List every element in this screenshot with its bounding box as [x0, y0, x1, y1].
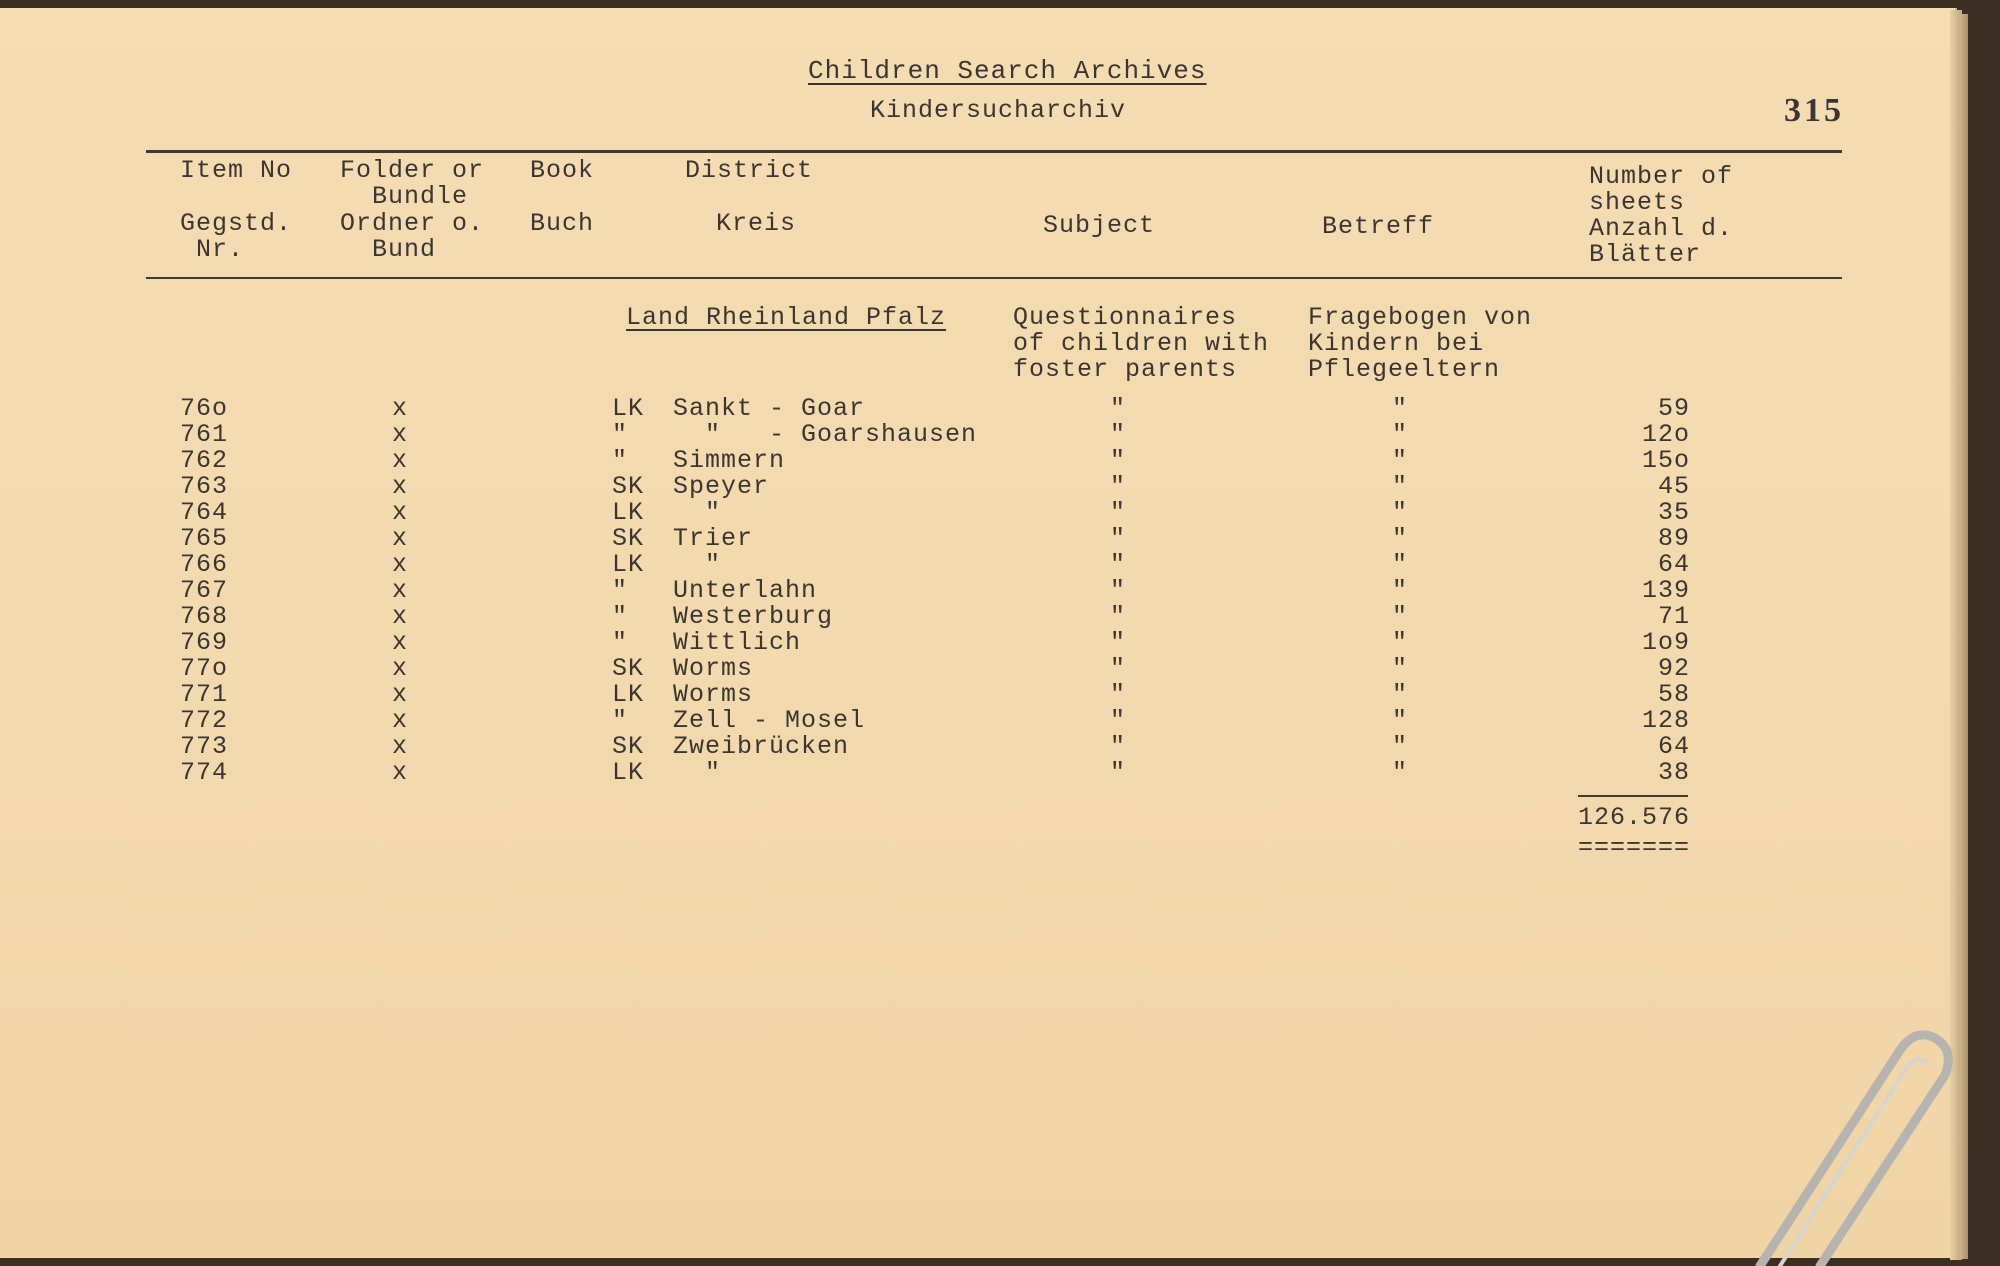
cell-item: 762	[180, 446, 229, 475]
cell-subject: "	[1110, 420, 1127, 449]
total-rule	[1578, 795, 1688, 797]
cell-sheets: 38	[1657, 758, 1690, 787]
cell-district: Trier	[673, 524, 754, 553]
cell-book: "	[612, 628, 629, 657]
cell-district: Wittlich	[673, 628, 802, 657]
cell-book: LK	[612, 758, 645, 787]
cell-book: "	[612, 576, 629, 605]
cell-betreff: "	[1392, 394, 1409, 423]
cell-folder: x	[392, 628, 409, 657]
cell-betreff: "	[1392, 706, 1409, 735]
header-top-rule	[146, 150, 1842, 153]
col-book-de: Buch	[530, 209, 595, 238]
section-region: Land Rheinland Pfalz	[626, 303, 947, 332]
cell-item: 772	[180, 706, 229, 735]
cell-folder: x	[392, 420, 409, 449]
col-book-en: Book	[530, 156, 595, 185]
section-subject: Questionnaires of children with foster parents	[1013, 303, 1270, 384]
cell-subject: "	[1110, 394, 1127, 423]
cell-betreff: "	[1392, 680, 1409, 709]
cell-betreff: "	[1392, 550, 1409, 579]
cell-subject: "	[1110, 732, 1127, 761]
cell-subject: "	[1110, 498, 1127, 527]
cell-sheets: 15o	[1641, 446, 1690, 475]
cell-book: SK	[612, 524, 645, 553]
cell-subject: "	[1110, 758, 1127, 787]
cell-folder: x	[392, 706, 409, 735]
cell-sheets: 128	[1641, 706, 1690, 735]
cell-item: 765	[180, 524, 229, 553]
cell-item: 763	[180, 472, 229, 501]
cell-book: SK	[612, 732, 645, 761]
col-sheets: Number of sheets Anzahl d. Blätter	[1589, 162, 1734, 269]
cell-book: "	[612, 420, 629, 449]
cell-district: "	[673, 758, 722, 787]
cell-item: 761	[180, 420, 229, 449]
cell-sheets: 1o9	[1641, 628, 1690, 657]
cell-folder: x	[392, 654, 409, 683]
cell-betreff: "	[1392, 732, 1409, 761]
cell-item: 768	[180, 602, 229, 631]
cell-folder: x	[392, 446, 409, 475]
cell-folder: x	[392, 680, 409, 709]
cell-subject: "	[1110, 680, 1127, 709]
cell-sheets: 35	[1657, 498, 1690, 527]
cell-book: LK	[612, 680, 645, 709]
cell-item: 766	[180, 550, 229, 579]
cell-sheets: 92	[1657, 654, 1690, 683]
cell-district: Worms	[673, 654, 754, 683]
cell-item: 764	[180, 498, 229, 527]
cell-item: 767	[180, 576, 229, 605]
cell-district: Speyer	[673, 472, 770, 501]
cell-betreff: "	[1392, 602, 1409, 631]
cell-district: Worms	[673, 680, 754, 709]
cell-subject: "	[1110, 602, 1127, 631]
cell-district: Unterlahn	[673, 576, 818, 605]
cell-subject: "	[1110, 446, 1127, 475]
cell-book: "	[612, 706, 629, 735]
cell-district: Simmern	[673, 446, 786, 475]
cell-betreff: "	[1392, 758, 1409, 787]
col-folder-en: Folder or Bundle	[340, 156, 485, 211]
document-title: Children Search Archives	[808, 56, 1207, 86]
col-item-de: Gegstd. Nr.	[180, 209, 293, 264]
col-betreff: Betreff	[1322, 212, 1435, 241]
cell-sheets: 45	[1657, 472, 1690, 501]
cell-district: Sankt - Goar	[673, 394, 866, 423]
total-double-underline: =======	[1578, 833, 1691, 862]
cell-district: "	[673, 498, 722, 527]
cell-district: "	[673, 550, 722, 579]
cell-subject: "	[1110, 654, 1127, 683]
cell-subject: "	[1110, 550, 1127, 579]
cell-folder: x	[392, 602, 409, 631]
cell-book: "	[612, 446, 629, 475]
cell-folder: x	[392, 576, 409, 605]
cell-book: "	[612, 602, 629, 631]
col-item-en: Item No	[180, 156, 293, 185]
cell-sheets: 12o	[1641, 420, 1690, 449]
cell-item: 769	[180, 628, 229, 657]
cell-folder: x	[392, 732, 409, 761]
cell-district: Westerburg	[673, 602, 834, 631]
cell-book: SK	[612, 472, 645, 501]
page-number: 315	[1784, 92, 1844, 129]
cell-item: 771	[180, 680, 229, 709]
page-stack-edge	[1960, 14, 1968, 1259]
cell-book: LK	[612, 498, 645, 527]
cell-subject: "	[1110, 472, 1127, 501]
cell-item: 773	[180, 732, 229, 761]
cell-folder: x	[392, 472, 409, 501]
cell-betreff: "	[1392, 654, 1409, 683]
cell-subject: "	[1110, 628, 1127, 657]
cell-item: 76o	[180, 394, 229, 423]
cell-subject: "	[1110, 576, 1127, 605]
cell-sheets: 139	[1641, 576, 1690, 605]
document-subtitle: Kindersucharchiv	[870, 96, 1127, 125]
cell-sheets: 89	[1657, 524, 1690, 553]
col-district-de: Kreis	[716, 209, 797, 238]
cell-sheets: 59	[1657, 394, 1690, 423]
cell-book: LK	[612, 550, 645, 579]
col-folder-de: Ordner o. Bund	[340, 209, 485, 264]
cell-folder: x	[392, 498, 409, 527]
cell-item: 77o	[180, 654, 229, 683]
cell-betreff: "	[1392, 446, 1409, 475]
cell-betreff: "	[1392, 576, 1409, 605]
cell-book: LK	[612, 394, 645, 423]
cell-sheets: 71	[1657, 602, 1690, 631]
cell-sheets: 64	[1657, 550, 1690, 579]
cell-sheets: 64	[1657, 732, 1690, 761]
cell-subject: "	[1110, 706, 1127, 735]
cell-book: SK	[612, 654, 645, 683]
cell-betreff: "	[1392, 628, 1409, 657]
cell-item: 774	[180, 758, 229, 787]
cell-sheets: 58	[1657, 680, 1690, 709]
cell-district: " - Goarshausen	[673, 420, 978, 449]
cell-betreff: "	[1392, 472, 1409, 501]
total-value: 126.576	[1578, 803, 1691, 832]
col-subject: Subject	[1043, 211, 1156, 240]
cell-folder: x	[392, 758, 409, 787]
header-bottom-rule	[146, 277, 1842, 279]
cell-folder: x	[392, 550, 409, 579]
cell-district: Zell - Mosel	[673, 706, 866, 735]
cell-subject: "	[1110, 524, 1127, 553]
cell-betreff: "	[1392, 420, 1409, 449]
col-district-en: District	[685, 156, 814, 185]
cell-folder: x	[392, 524, 409, 553]
paper-clip-icon	[1740, 1020, 1960, 1266]
cell-betreff: "	[1392, 524, 1409, 553]
cell-betreff: "	[1392, 498, 1409, 527]
section-betreff: Fragebogen von Kindern bei Pflegeeltern	[1308, 303, 1533, 384]
cell-folder: x	[392, 394, 409, 423]
cell-district: Zweibrücken	[673, 732, 850, 761]
